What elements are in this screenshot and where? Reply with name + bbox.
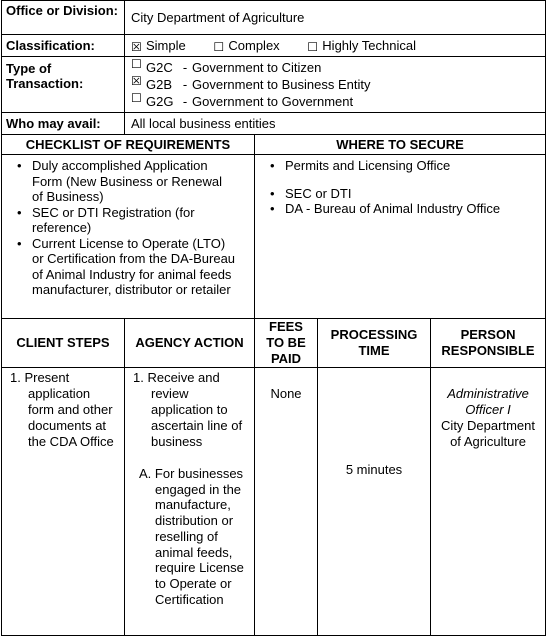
list-item: • SEC or DTI Registration (for reference) (32, 205, 236, 236)
where-cell (255, 155, 546, 319)
transaction-options (125, 57, 546, 113)
processing-time-cell: 5 minutes (318, 368, 431, 636)
avail-row (2, 113, 546, 135)
classification-option-highly-technical: ☐ Highly Technical (307, 38, 416, 54)
list-item: • SEC or DTI (285, 186, 545, 202)
processing-time-header: PROCESSING TIME (318, 319, 431, 368)
where-list (255, 158, 545, 174)
checkbox-empty-icon: ☐ (131, 91, 142, 105)
classification-option-complex: ☐ Complex (213, 38, 280, 54)
person-title: Administrative Officer I (447, 386, 529, 417)
checkbox-checked-icon: ☒ (131, 74, 142, 88)
list-item: • Duly accomplished Application Form (New Business or Renewal of Business) (32, 158, 236, 205)
requirements-list (2, 158, 254, 298)
transaction-label: Type of Transaction: (2, 57, 125, 113)
transaction-g2g: ☐ G2G - Government to Government (131, 91, 354, 109)
classification-option-simple: ☒ Simple (131, 38, 186, 54)
transaction-g2c: ☐ G2C - Government to Citizen (131, 57, 322, 75)
person-responsible-cell (431, 368, 546, 636)
requirements-cell (2, 155, 255, 319)
classification-row (2, 35, 546, 57)
client-step-cell (2, 368, 125, 636)
checklist-content-row (2, 155, 546, 319)
classification-label: Classification: (2, 35, 125, 57)
office-label: Office or Division: (2, 1, 125, 35)
agency-action-sub: A. For businesses engaged in the manufacture, distribution or reselling of animal feeds, require License to Operate or Certification (139, 466, 244, 607)
checklist-header: CHECKLIST OF REQUIREMENTS (2, 135, 255, 155)
agency-action-header: AGENCY ACTION (125, 319, 255, 368)
client-step-text: 1. Present application form and other documents at the CDA Office (10, 370, 114, 449)
list-item: • DA - Bureau of Animal Industry Office (285, 201, 545, 217)
client-steps-header: CLIENT STEPS (2, 319, 125, 368)
person-office: City Department of Agriculture (441, 418, 535, 449)
list-item: • Permits and Licensing Office (285, 158, 545, 174)
checkbox-empty-icon: ☐ (213, 40, 225, 54)
avail-label: Who may avail: (2, 113, 125, 135)
agency-action-cell (125, 368, 255, 636)
checklist-header-row (2, 135, 546, 155)
agency-action-text: 1. Receive and review application to ascertain line of business (133, 370, 243, 449)
office-value: City Department of Agriculture (125, 1, 546, 35)
list-item: • Current License to Operate (LTO) or Certification from the DA-Bureau of Animal Industry for animal feeds manufacturer, distributor or retailer (32, 236, 236, 298)
fees-header: FEES TO BE PAID (255, 319, 318, 368)
fees-cell: None (255, 368, 318, 636)
office-row (2, 1, 546, 35)
avail-value: All local business entities (125, 113, 546, 135)
transaction-g2b: ☒ G2B - Government to Business Entity (131, 74, 371, 92)
steps-header-row (2, 319, 546, 368)
service-table (1, 0, 546, 636)
checkbox-checked-icon: ☒ (131, 40, 142, 54)
checkbox-empty-icon: ☐ (307, 40, 319, 54)
where-header: WHERE TO SECURE (255, 135, 546, 155)
transaction-row (2, 57, 546, 113)
classification-options (125, 35, 546, 57)
table-row (2, 368, 546, 636)
checkbox-empty-icon: ☐ (131, 57, 142, 71)
person-responsible-header: PERSON RESPONSIBLE (431, 319, 546, 368)
